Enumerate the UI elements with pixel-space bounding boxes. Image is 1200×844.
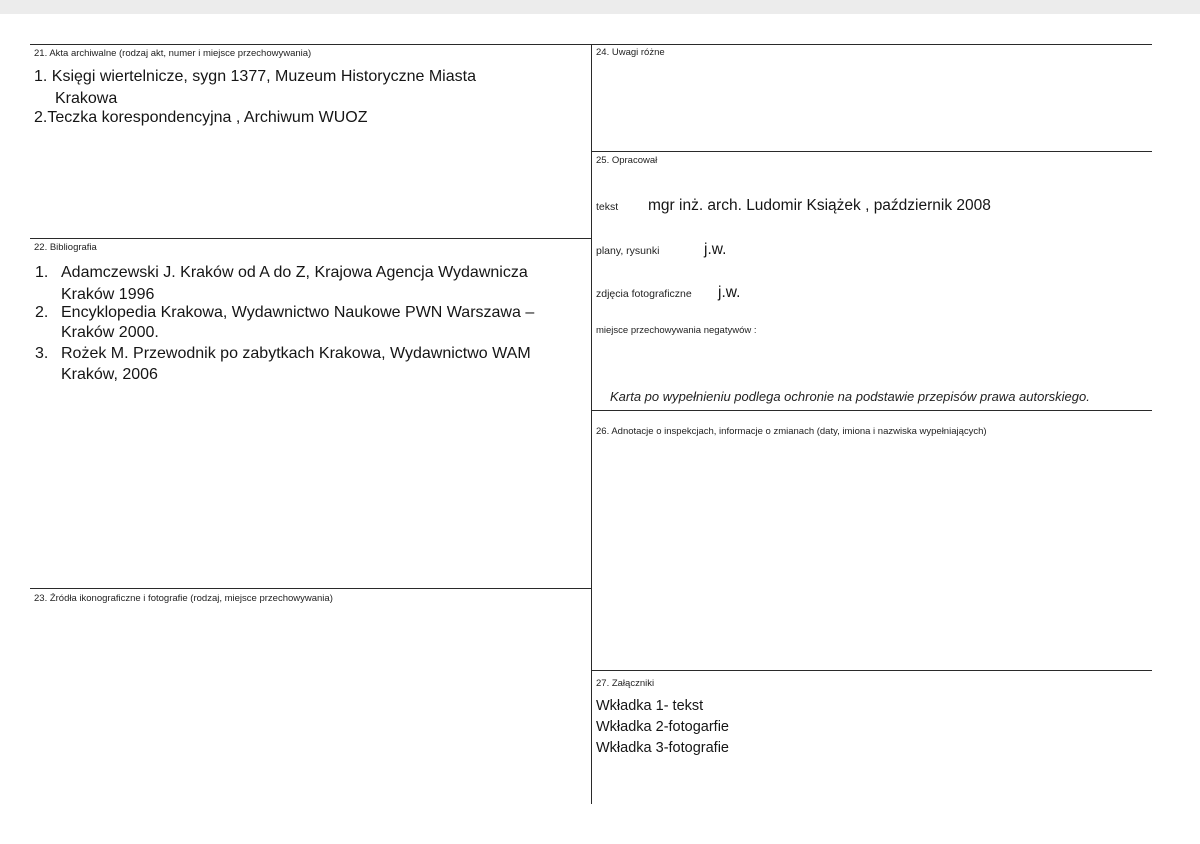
attachment-item-3: Wkładka 3-fotografie	[596, 740, 729, 756]
rule-22-23	[30, 588, 591, 589]
bib-item-2-cont: Kraków 2000.	[61, 324, 159, 341]
archive-item-1: 1. Księgi wiertelnicze, sygn 1377, Muzeum Historyczne Miasta	[34, 68, 476, 85]
bib-item-2-text: Encyklopedia Krakowa, Wydawnictwo Naukowe PWN Warszawa –	[61, 304, 535, 321]
bib-item-3-text: Rożek M. Przewodnik po zabytkach Krakowa, Wydawnictwo WAM	[61, 345, 531, 362]
bib-item-2-num: 2.	[35, 304, 49, 321]
scan-top-edge	[0, 0, 1200, 14]
section-21-label: 21. Akta archiwalne (rodzaj akt, numer i miejsce przechowywania)	[34, 48, 312, 59]
zdjecia-label: zdjęcia fotograficzne	[596, 288, 692, 300]
section-23-label: 23. Źródła ikonograficzne i fotografie (rodzaj, miejsce przechowywania)	[34, 593, 333, 604]
rule-25-26	[591, 410, 1152, 411]
section-26-label: 26. Adnotacje o inspekcjach, informacje o zmianach (daty, imiona i nazwiska wypełniających)	[596, 426, 987, 437]
rule-24-25	[591, 151, 1152, 152]
rule-21-22	[30, 238, 591, 239]
tekst-label: tekst	[596, 201, 619, 213]
bib-item-1-num: 1.	[35, 264, 49, 281]
section-22-label: 22. Bibliografia	[34, 242, 97, 253]
copyright-note: Karta po wypełnieniu podlega ochronie na podstawie przepisów prawa autorskiego.	[610, 389, 1090, 404]
attachment-item-2: Wkładka 2-fotogarfie	[596, 719, 729, 735]
bib-item-3-cont: Kraków, 2006	[61, 366, 158, 383]
section-24-label: 24. Uwagi różne	[596, 47, 665, 58]
section-27-label: 27. Załączniki	[596, 678, 655, 689]
tekst-value: mgr inż. arch. Ludomir Książek , październik 2008	[648, 197, 991, 214]
archive-item-2: 2.Teczka korespondencyjna , Archiwum WUOZ	[34, 109, 368, 126]
section-25-label: 25. Opracował	[596, 155, 658, 166]
bib-item-3-num: 3.	[35, 345, 49, 362]
center-divider	[591, 44, 592, 804]
plany-value: j.w.	[704, 241, 727, 258]
bib-item-1-cont: Kraków 1996	[61, 286, 155, 303]
plany-label: plany, rysunki	[596, 245, 660, 257]
zdjecia-value: j.w.	[718, 284, 741, 301]
negatywy-label: miejsce przechowywania negatywów :	[596, 325, 757, 336]
attachment-item-1: Wkładka 1- tekst	[596, 698, 704, 714]
rule-26-27	[591, 670, 1152, 671]
bib-item-1-text: Adamczewski J. Kraków od A do Z, Krajowa Agencja Wydawnicza	[61, 264, 528, 281]
archive-item-1-cont: Krakowa	[55, 90, 118, 107]
